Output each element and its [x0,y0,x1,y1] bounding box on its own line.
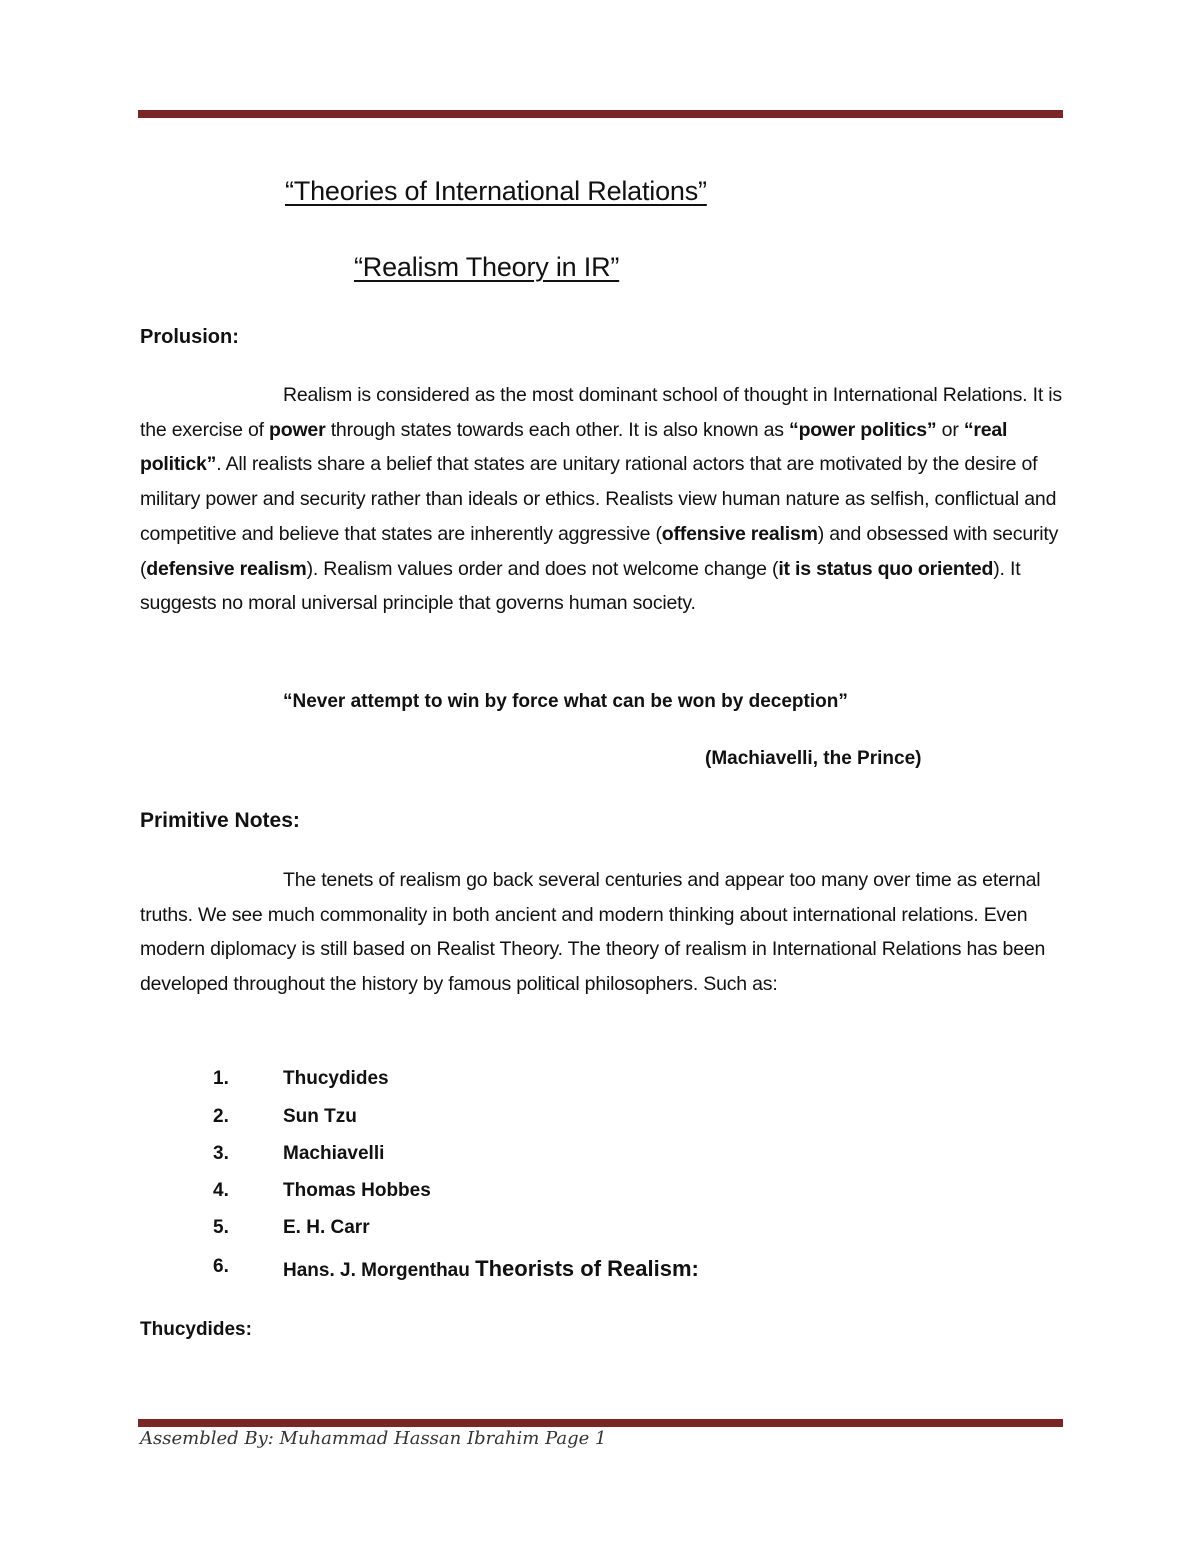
list-item [0,1256,1000,1286]
primitive-notes-paragraph: The tenets of realism go back several centuries and appear too many over time as eternal truths. We see much commonality in both ancient and modern thinking about international relations. Even modern diplomacy is still based on Realist Theory. The theory of realism in International Relations has been developed throughout the history by famous political philosophers. Such as: [140,869,1046,996]
list-item-number: 3. [213,1143,229,1164]
thucydides-heading: Thucydides: [140,1319,252,1340]
prolusion-segment: or [936,418,964,441]
prolusion-segment-bold: power [269,418,326,441]
list-item-number: 2. [213,1106,229,1127]
prolusion-paragraph [140,378,1065,621]
list-item-name [283,1256,699,1282]
list-item [0,1217,1000,1247]
list-item [0,1106,1000,1136]
prolusion-segment: ). Realism values order and does not welcome change ( [306,557,779,580]
prolusion-segment-bold: “power politics” [789,418,937,441]
prolusion-segment-bold: “real politick” [140,418,1008,476]
prolusion-segment: . All realists share a belief that states are unitary rational actors that are motivated by the desire of military power and security rather than ideals or ethics. Realists view human nature as selfish, conflictual and competitive and believe that states are inherently aggressive ( [140,453,1057,545]
document-subtitle: “Realism Theory in IR” [354,252,620,282]
prolusion-segment: Realism is considered as the most dominant school of thought in International Relations. It is the exercise of [140,384,1062,441]
header-rule [138,110,1063,118]
list-item [0,1143,1000,1173]
list-item-number: 4. [213,1180,229,1201]
prolusion-segment-bold: defensive realism [146,557,307,580]
primitive-notes-heading: Primitive Notes: [140,809,300,832]
machiavelli-quote: “Never attempt to win by force what can be won by deception” [283,691,848,712]
list-item-name: Thomas Hobbes [283,1180,431,1201]
page-footer: Assembled By: Muhammad Hassan Ibrahim Page 1 [140,1428,607,1449]
list-item-number: 6. [213,1256,229,1277]
list-item-name: Thucydides [283,1068,389,1089]
list-item [0,1068,1000,1098]
list-item-name: Machiavelli [283,1143,385,1164]
list-item-number: 1. [213,1068,229,1089]
prolusion-segment-bold: offensive realism [661,522,818,545]
prolusion-segment: ). It suggests no moral universal principle that governs human society. [140,557,1021,615]
theorists-heading: Theorists of Realism: [475,1256,699,1281]
quote-source: (Machiavelli, the Prince) [705,748,922,769]
list-item-name-text: Hans. J. Morgenthau [283,1260,470,1281]
prolusion-segment: through states towards each other. It is also known as [325,418,790,441]
prolusion-segment: ) and obsessed with security ( [140,522,1059,580]
document-title: “Theories of International Relations” [285,176,707,206]
prolusion-segment-bold: it is status quo oriented [778,557,994,580]
footer-rule [138,1419,1063,1427]
list-item-name: E. H. Carr [283,1217,370,1238]
list-item-name: Sun Tzu [283,1106,357,1127]
list-item-number: 5. [213,1217,229,1238]
list-item [0,1180,1000,1210]
prolusion-heading: Prolusion: [140,326,239,348]
